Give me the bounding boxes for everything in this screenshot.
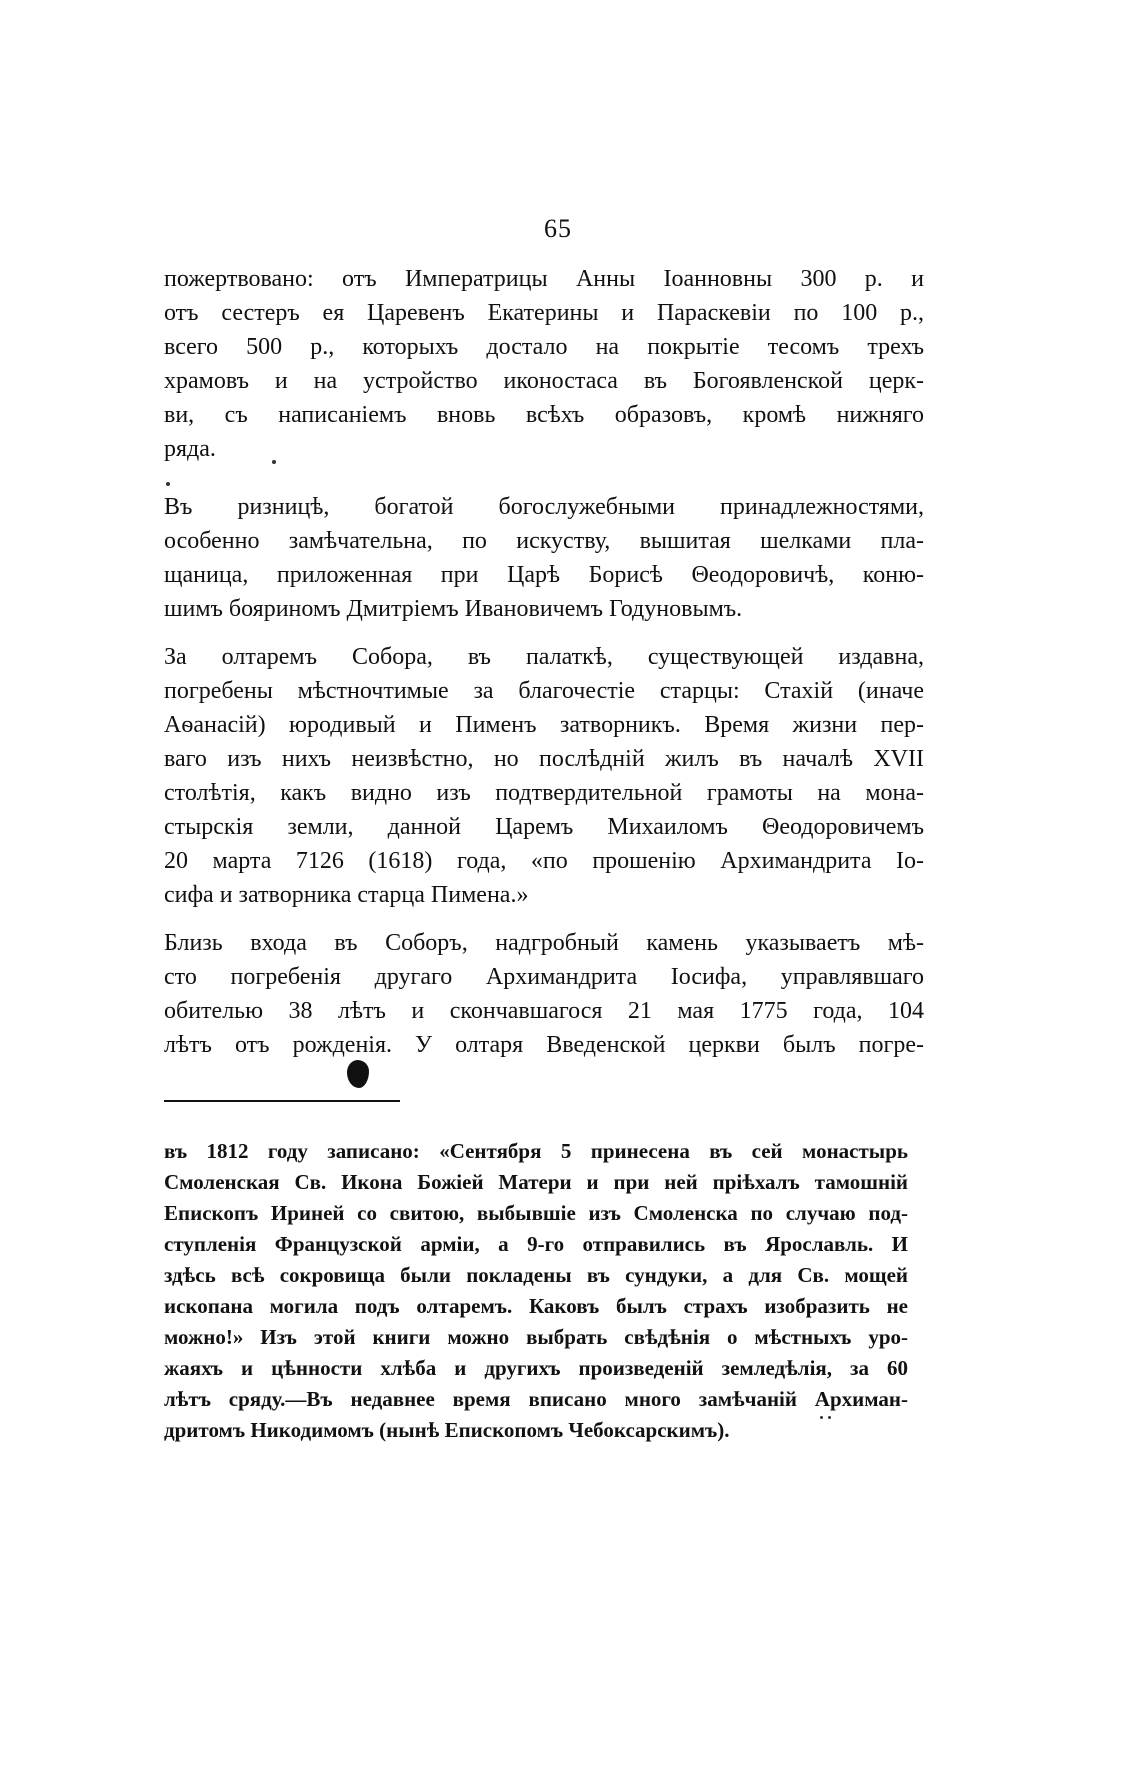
paragraph-1 [164,262,924,466]
paragraph-4 [164,926,924,1062]
footnote-divider-dash [384,1100,396,1102]
text-line: столѣтія, какъ видно изъ подтвердительной грамоты на мона- [164,780,924,806]
text-line: отъ сестеръ ея Царевенъ Екатерины и Параскевіи по 100 р., [164,300,924,326]
footnote-line: лѣтъ сряду.—Въ недавнее время вписано много замѣчаній Архиман- [164,1387,908,1411]
text-line: ви, съ написаніемъ вновь всѣхъ образовъ, кромѣ нижняго [164,402,924,428]
text-line: 20 марта 7126 (1618) года, «по прошенію Архимандрита Іо- [164,848,924,874]
footnote-divider [164,1100,400,1102]
text-line: всего 500 р., которыхъ достало на покрытіе тесомъ трехъ [164,334,924,360]
text-line: пожертвовано: отъ Императрицы Анны Іоанновны 300 р. и [164,266,924,292]
text-line: Близь входа въ Соборъ, надгробный камень указываетъ мѣ- [164,930,924,956]
text-line: ряда. [164,436,216,462]
text-line: щаница, приложенная при Царѣ Борисѣ Θеодоровичѣ, коню- [164,562,924,588]
text-line: За олтаремъ Собора, въ палаткѣ, существующей издавна, [164,644,924,670]
footnote-line: можно!» Изъ этой книги можно выбрать свѣдѣнія о мѣстныхъ уро- [164,1325,908,1349]
print-speck [820,1416,823,1419]
text-line: шимъ бояриномъ Дмитріемъ Ивановичемъ Годуновымъ. [164,596,743,622]
text-line: Въ ризницѣ, богатой богослужебными принадлежностями, [164,494,924,520]
footnote [164,1136,908,1446]
text-line: погребены мѣстночтимые за благочестіе старцы: Стахій (иначе [164,678,924,704]
footnote-line: ископана могила подъ олтаремъ. Каковъ былъ страхъ изобразить не [164,1294,908,1318]
footnote-line: Смоленская Св. Икона Божіей Матери и при ней пріѣхалъ тамошній [164,1170,908,1194]
text-line: особенно замѣчательна, по искуству, вышитая шелками пла- [164,528,924,554]
text-line: храмовъ и на устройство иконостаса въ Богоявленской церк- [164,368,924,394]
footnote-line: здѣсь всѣ сокровища были покладены въ сундуки, а для Св. мощей [164,1263,908,1287]
print-speck [272,460,276,464]
paragraph-3 [164,640,924,912]
paragraph-2 [164,490,924,626]
text-line: ваго изъ нихъ неизвѣстно, но послѣдній жилъ въ началѣ XVII [164,746,924,772]
print-speck [828,1416,831,1419]
page-number: 65 [544,214,572,243]
footnote-line: дритомъ Никодимомъ (нынѣ Епископомъ Чебоксарскимъ). [164,1418,730,1442]
text-line: сифа и затворника старца Пимена.» [164,882,529,908]
text-line: Аѳанасій) юродивый и Пименъ затворникъ. Время жизни пер- [164,712,924,738]
footnote-line: Епископъ Ириней со свитою, выбывшіе изъ Смоленска по случаю под- [164,1201,908,1225]
ink-blot-mark [347,1060,369,1088]
footnote-line: ступленія Французской арміи, а 9-го отправились въ Ярославль. И [164,1232,908,1256]
text-line: лѣтъ отъ рожденія. У олтаря Введенской церкви былъ погре- [164,1032,924,1058]
text-line: сто погребенія другаго Архимандрита Іосифа, управлявшаго [164,964,924,990]
print-speck [166,482,170,486]
footnote-line: въ 1812 году записано: «Сентября 5 принесена въ сей монастырь [164,1139,908,1163]
text-line: стырскія земли, данной Царемъ Михаиломъ Θеодоровичемъ [164,814,924,840]
footnote-line: жаяхъ и цѣнности хлѣба и другихъ произведеній земледѣлія, за 60 [164,1356,908,1380]
text-line: обителью 38 лѣтъ и скончавшагося 21 мая 1775 года, 104 [164,998,924,1024]
